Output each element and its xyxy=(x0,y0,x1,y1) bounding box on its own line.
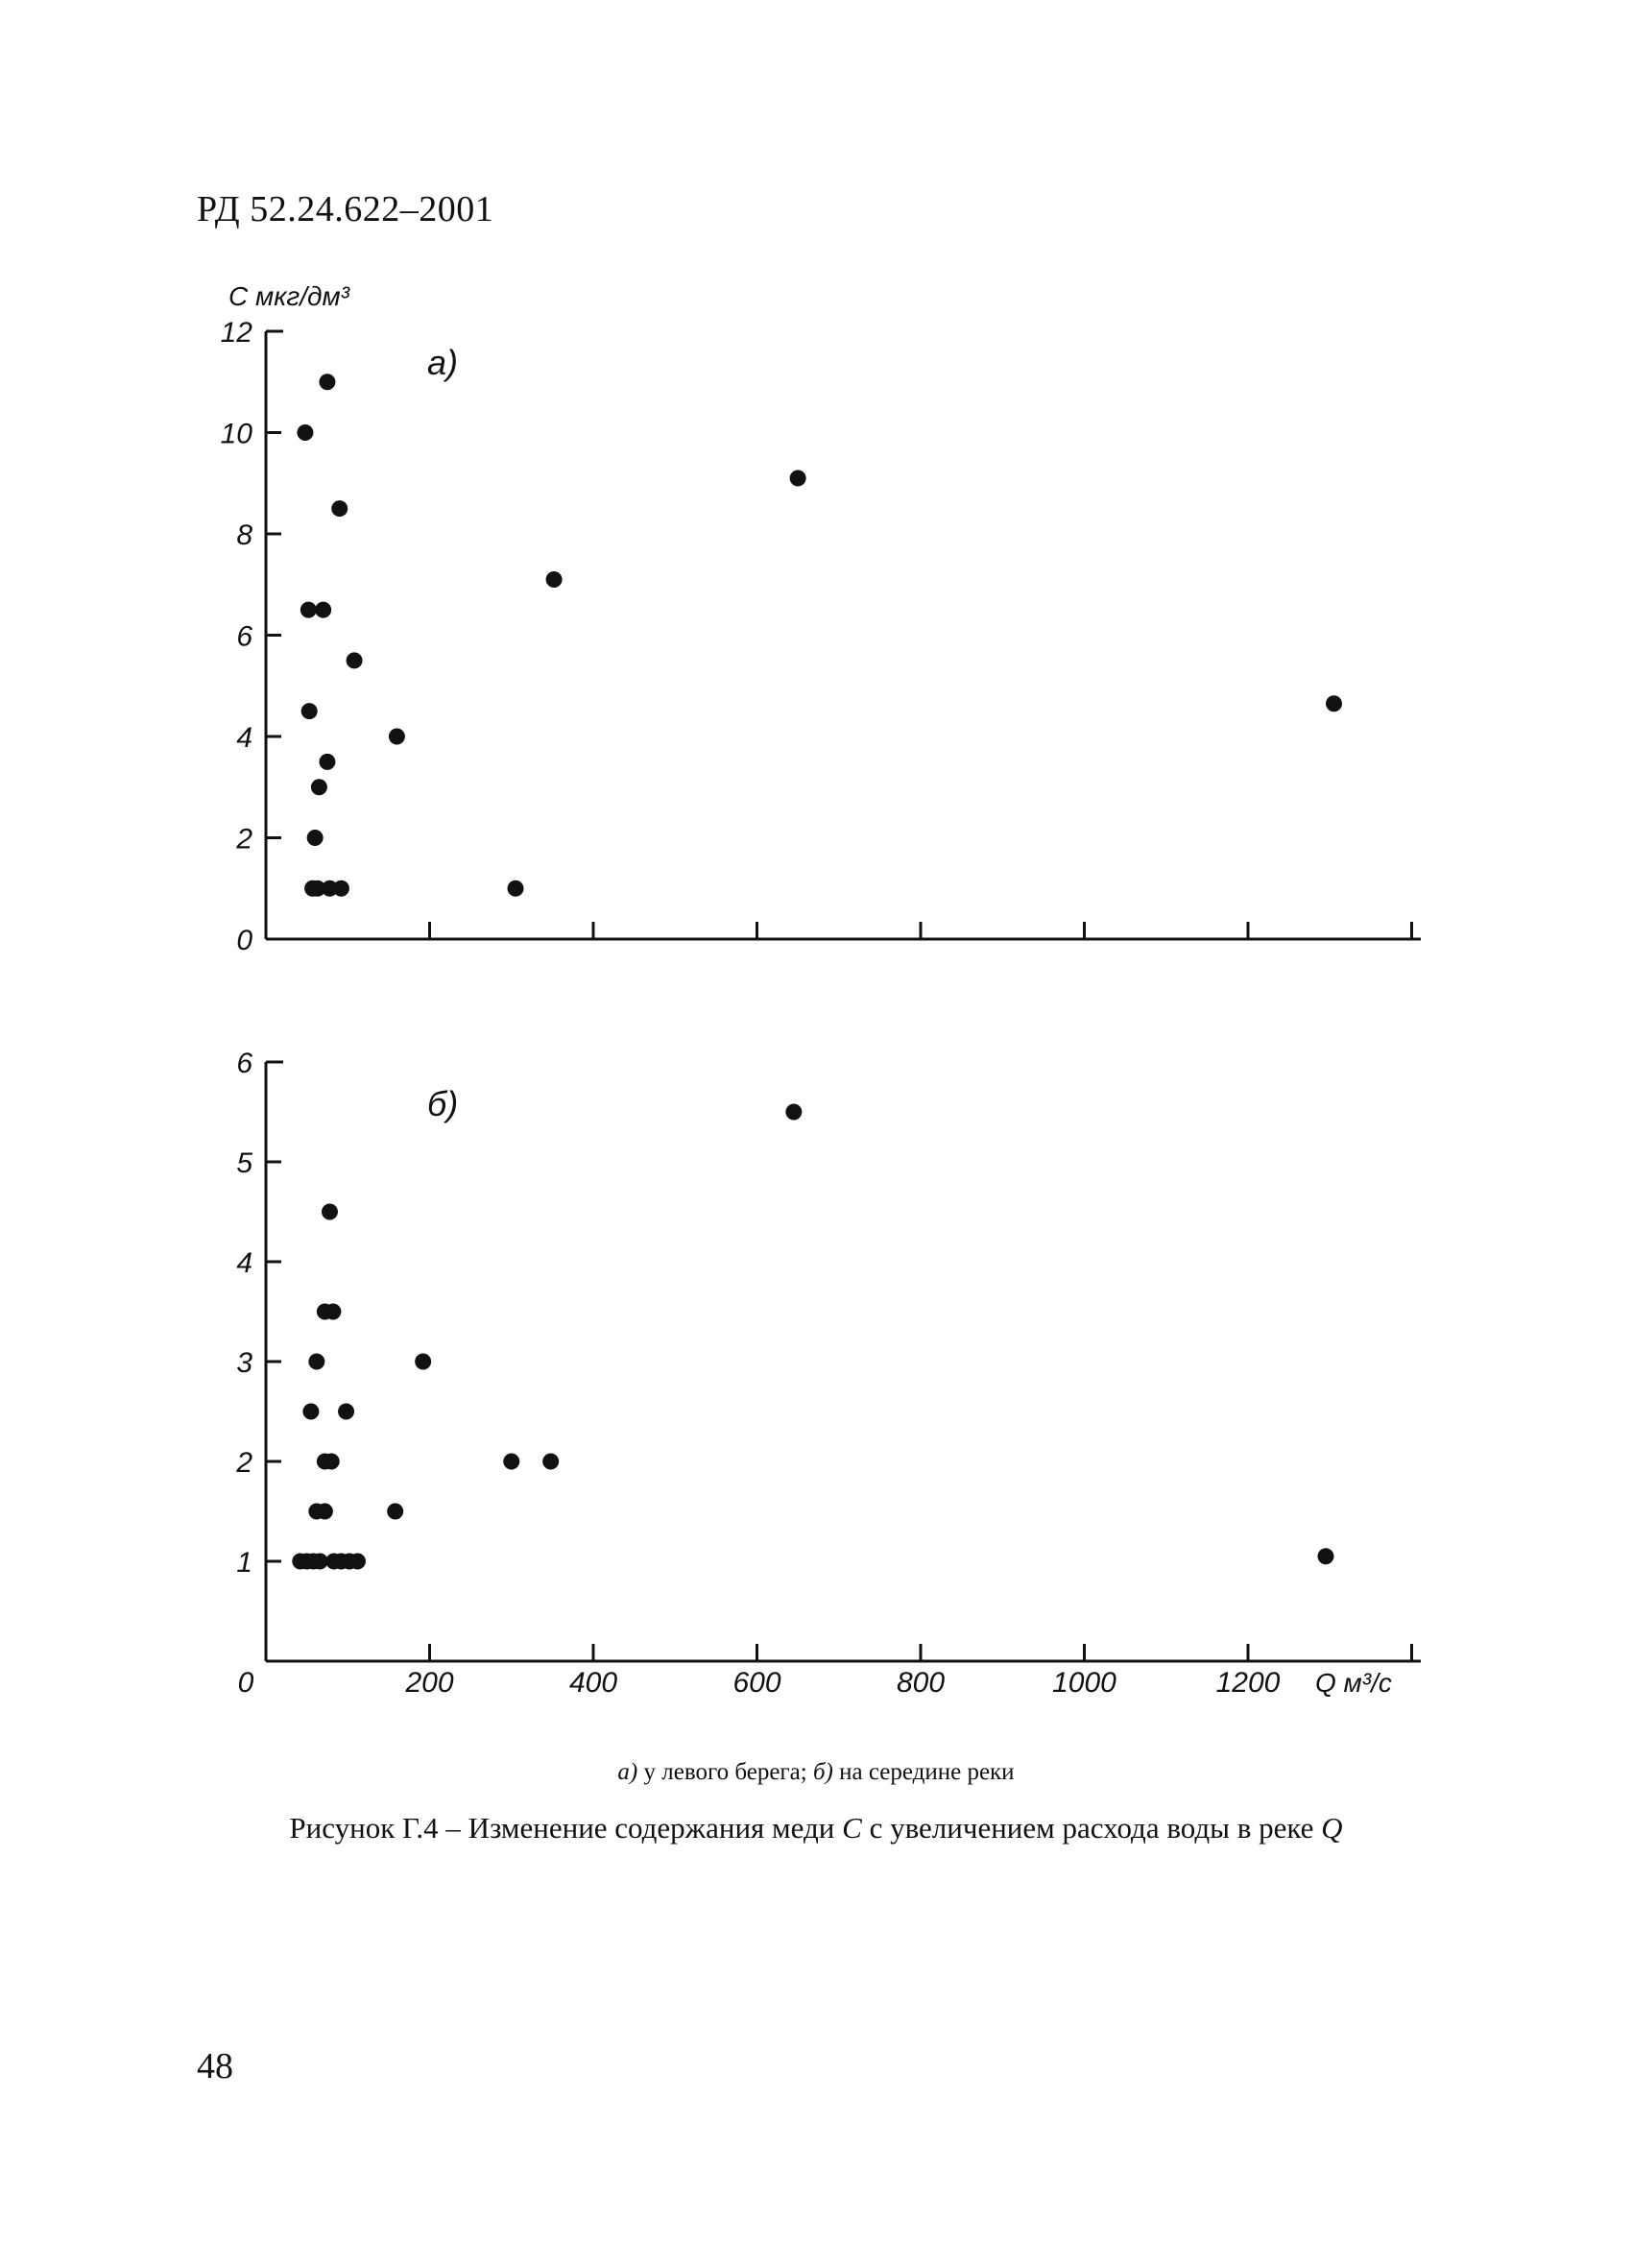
subcaption-b-marker: б) xyxy=(812,1759,833,1785)
x-tick-label: 0 xyxy=(237,1667,254,1699)
data-point xyxy=(508,881,524,897)
data-point xyxy=(415,1354,431,1370)
data-point xyxy=(542,1454,559,1470)
data-point xyxy=(503,1454,519,1470)
data-point xyxy=(297,424,313,441)
data-point xyxy=(302,1404,319,1420)
data-point xyxy=(331,500,348,517)
x-axis-title: Q м³/с xyxy=(1315,1668,1392,1698)
data-point xyxy=(319,754,335,770)
y-tick-label: 3 xyxy=(236,1347,252,1379)
subcaption-a-text: у левого берега; xyxy=(637,1759,813,1785)
data-point xyxy=(319,374,335,390)
y-tick-label: 0 xyxy=(236,925,252,956)
data-point xyxy=(349,1554,366,1570)
x-tick-label: 800 xyxy=(896,1667,946,1699)
caption-var-q: Q xyxy=(1321,1811,1343,1845)
y-axis-title: C мкг/дм³ xyxy=(228,281,349,311)
data-point xyxy=(301,703,318,719)
y-tick-label: 5 xyxy=(236,1147,252,1179)
x-tick-label: 200 xyxy=(405,1667,454,1699)
y-tick-label: 10 xyxy=(220,418,252,450)
chart-panel-a xyxy=(221,281,1421,956)
y-tick-label: 6 xyxy=(236,620,252,653)
data-point xyxy=(387,1504,403,1520)
figure-subcaption xyxy=(0,1759,1632,1786)
y-tick-label: 8 xyxy=(236,519,252,551)
page-number: 48 xyxy=(197,2046,233,2087)
data-point xyxy=(389,729,405,745)
data-point xyxy=(312,1554,328,1570)
data-point xyxy=(546,571,563,588)
y-tick-label: 12 xyxy=(220,317,252,349)
caption-mid: с увеличением расхода воды в реке xyxy=(861,1811,1322,1845)
data-point xyxy=(790,470,806,486)
data-point xyxy=(324,1454,340,1470)
data-point xyxy=(317,1504,333,1520)
x-tick-label: 1000 xyxy=(1052,1667,1116,1699)
data-point xyxy=(315,602,331,618)
x-tick-label: 1200 xyxy=(1215,1667,1281,1699)
panel-label: а) xyxy=(427,343,459,382)
subcaption-a-marker: а) xyxy=(617,1759,638,1785)
data-point xyxy=(322,1204,338,1220)
caption-var-c: C xyxy=(842,1811,862,1845)
x-tick-label: 600 xyxy=(732,1667,781,1699)
y-tick-label: 4 xyxy=(236,1247,252,1279)
panel-label: б) xyxy=(427,1084,459,1123)
y-tick-label: 4 xyxy=(236,722,252,754)
y-tick-label: 2 xyxy=(236,823,252,856)
subcaption-b-text: на середине реки xyxy=(832,1759,1015,1785)
data-point xyxy=(347,652,363,668)
document-header: РД 52.24.622–2001 xyxy=(197,189,494,229)
chart-panel-b xyxy=(235,1048,1421,1699)
data-point xyxy=(324,1304,341,1320)
figure-caption xyxy=(0,1811,1632,1846)
data-point xyxy=(300,602,317,618)
y-tick-label: 2 xyxy=(236,1447,252,1479)
data-point xyxy=(785,1104,802,1121)
y-tick-label: 6 xyxy=(236,1048,252,1079)
data-point xyxy=(311,779,327,795)
data-point xyxy=(1326,695,1342,712)
y-tick-label: 1 xyxy=(236,1547,252,1579)
x-tick-label: 400 xyxy=(568,1667,618,1699)
data-point xyxy=(307,830,324,846)
data-point xyxy=(1317,1548,1333,1564)
data-point xyxy=(338,1404,354,1420)
data-point xyxy=(308,1354,324,1370)
caption-prefix: Рисунок Г.4 – Изменение содержания меди xyxy=(289,1811,843,1845)
data-point xyxy=(333,881,349,897)
